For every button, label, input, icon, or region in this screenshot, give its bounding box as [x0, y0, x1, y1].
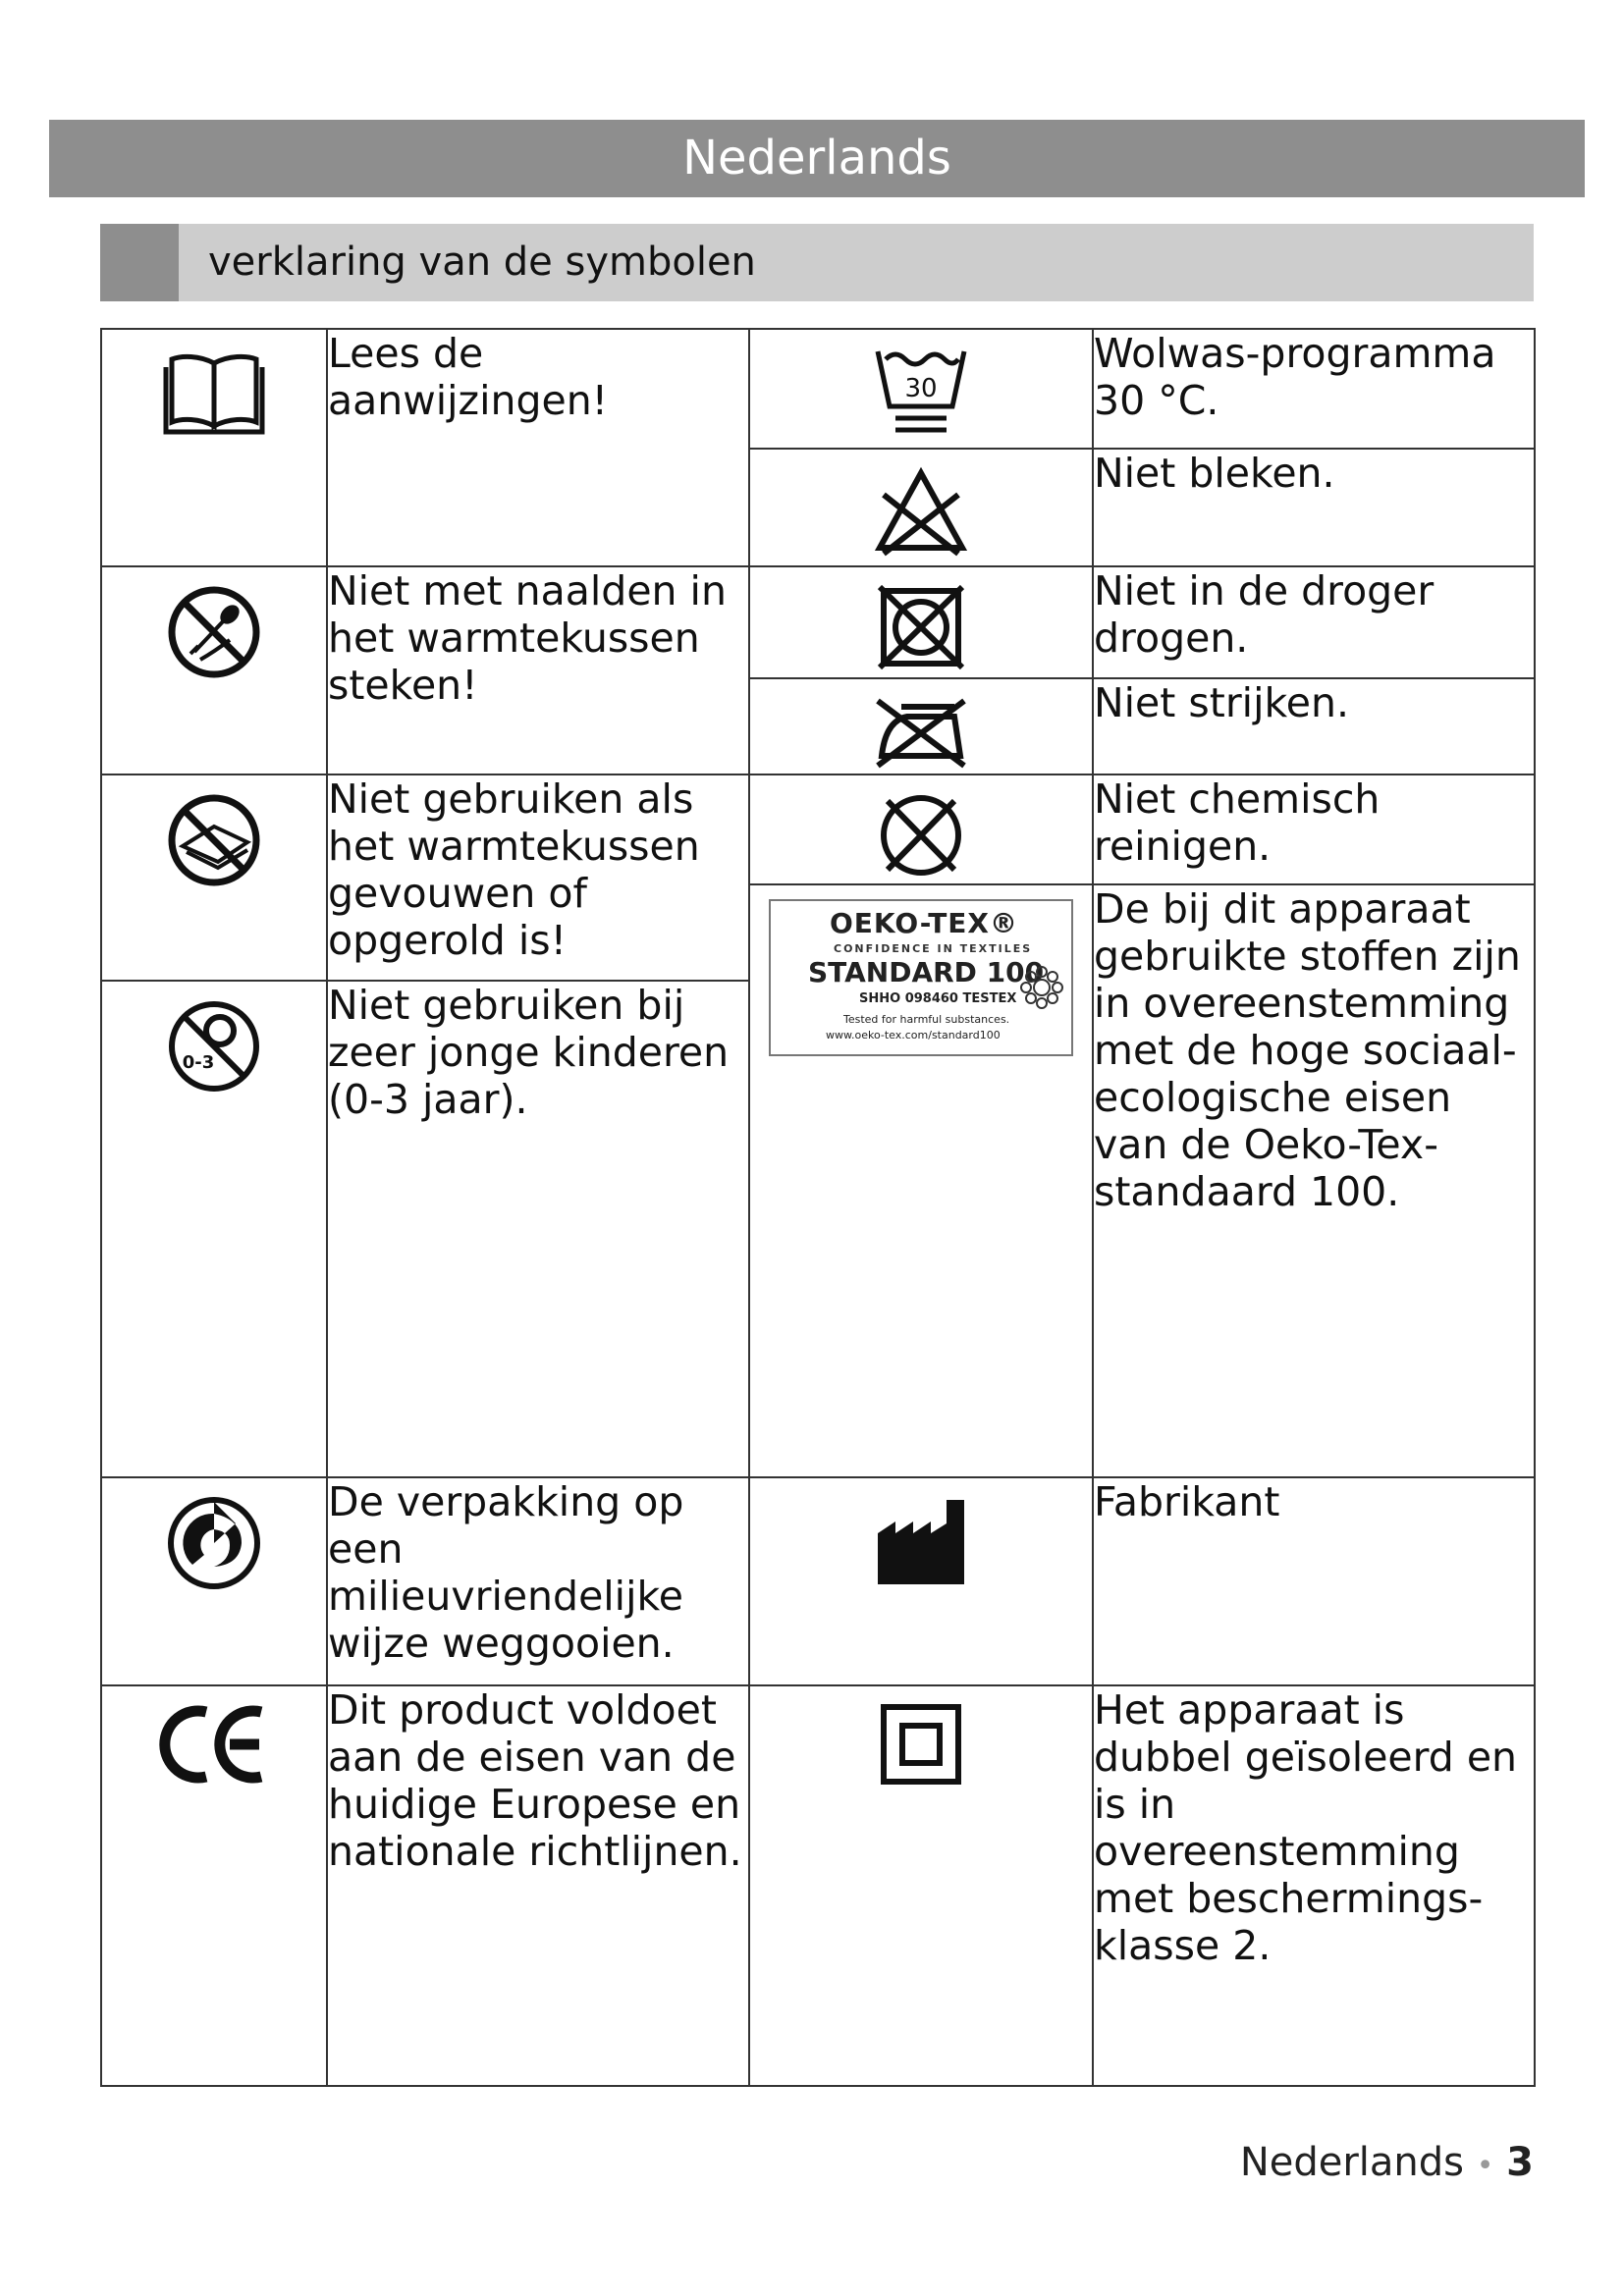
page-number: 3 [1506, 2140, 1534, 2185]
footer-label: Nederlands [1239, 2140, 1465, 2185]
double-insulation-icon [879, 1702, 963, 1787]
symbol-description: Niet strijken. [1093, 678, 1535, 774]
footer-separator: • [1476, 2149, 1494, 2183]
no-tumble-dry-icon [874, 583, 968, 671]
manufacturer-icon [874, 1494, 968, 1588]
oeko-tex-tagline: CONFIDENCE IN TEXTILES [834, 942, 1033, 955]
oeko-tex-code: SHHO 098460 TESTEX [859, 991, 1017, 1006]
no-dry-clean-icon [874, 791, 968, 880]
symbol-description: Niet met naalden in het warmtekussen steken! [327, 566, 749, 774]
section-heading-tab [100, 224, 179, 301]
symbol-description: Niet chemisch reinigen. [1093, 774, 1535, 884]
symbol-cell [101, 329, 327, 566]
symbol-cell [749, 774, 1093, 884]
symbol-cell [749, 884, 1093, 1477]
no-bleach-icon [872, 465, 970, 558]
symbol-cell [749, 1477, 1093, 1685]
page-footer [1240, 2140, 1534, 2185]
age-badge: 0-3 [182, 1052, 215, 1073]
oeko-tex-standard: STANDARD 100 [808, 956, 1045, 988]
no-needles-icon [165, 583, 263, 681]
symbol-cell [101, 1477, 327, 1685]
symbol-description: Lees de aanwijzingen! [327, 329, 749, 566]
symbols-table [100, 328, 1536, 2087]
book-icon [160, 346, 268, 440]
symbol-description: Niet in de droger drogen. [1093, 566, 1535, 678]
green-dot-recycle-icon [165, 1494, 263, 1592]
svg-text:30: 30 [904, 374, 938, 403]
symbol-cell [101, 566, 327, 774]
oeko-tex-tested: Tested for harmful substances. [843, 1013, 1010, 1026]
no-iron-icon [872, 695, 970, 770]
symbol-cell [101, 981, 327, 1477]
oeko-tex-flower-icon [1018, 964, 1065, 1011]
oeko-tex-url: www.oeko-tex.com/standard100 [826, 1029, 1001, 1041]
symbol-cell [749, 678, 1093, 774]
ce-mark-icon [157, 1702, 271, 1787]
symbol-cell [101, 774, 327, 981]
symbol-description: Het apparaat is dubbel geïsoleerd en is in overeenstemming met beschermings-klasse 2. [1093, 1685, 1535, 2086]
symbol-cell [101, 1685, 327, 2086]
symbol-description: De bij dit apparaat gebruikte stoffen zijn in overeenstemming met de hoge sociaal-ecologische eisen van de Oeko-Tex-standaard 100. [1093, 884, 1535, 1477]
wash-30-icon [872, 346, 970, 436]
no-children-0-3-icon [165, 997, 263, 1095]
oeko-tex-label [769, 899, 1073, 1056]
page-header: Nederlands [49, 120, 1585, 197]
symbol-description: Niet bleken. [1093, 449, 1535, 566]
symbol-cell [749, 566, 1093, 678]
symbol-description: Wolwas-programma 30 °C. [1093, 329, 1535, 449]
symbol-description: Dit product voldoet aan de eisen van de huidige Europese en nationale richtlijnen. [327, 1685, 749, 2086]
section-title: verklaring van de symbolen [208, 240, 756, 285]
symbol-description: De verpakking op een milieuvriendelijke wijze weggooien. [327, 1477, 749, 1685]
symbol-description: Niet gebruiken als het warmtekussen gevouwen of opgerold is! [327, 774, 749, 981]
no-folded-use-icon [165, 791, 263, 889]
symbol-cell [749, 329, 1093, 449]
symbol-description: Niet gebruiken bij zeer jonge kinderen (0-3 jaar). [327, 981, 749, 1477]
symbol-description: Fabrikant [1093, 1477, 1535, 1685]
symbol-cell [749, 1685, 1093, 2086]
symbol-cell [749, 449, 1093, 566]
oeko-tex-brand: OEKO-TEX® [830, 907, 1019, 939]
section-heading [100, 224, 1534, 301]
